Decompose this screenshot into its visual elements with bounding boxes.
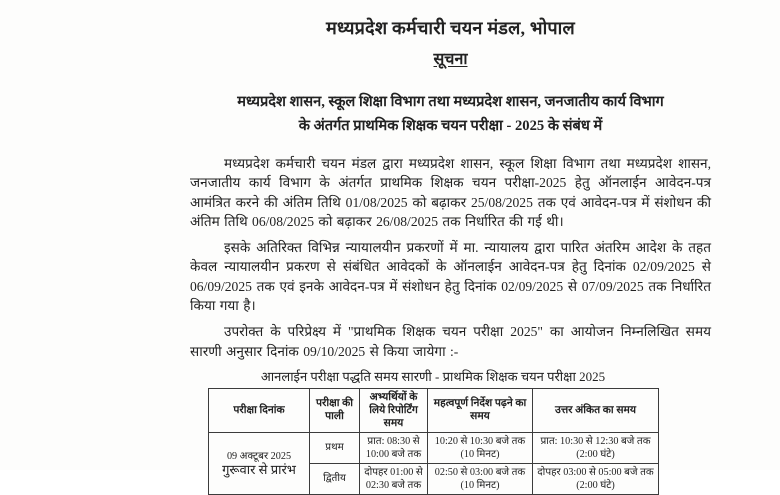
schedule-table-caption: आनलाईन परीक्षा पद्धति समय सारणी - प्राथमिक शिक्षक चयन परीक्षा 2025 bbox=[260, 368, 606, 384]
cell-shift2-instructions: 02:50 से 03:00 बजे तक (10 मिनट) bbox=[428, 463, 533, 494]
paragraph-court-cases: इसके अतिरिक्त विभिन्न न्यायालयीन प्रकरणों में मा. न्यायालय द्वारा पारित अंतरिम आदेश के तहत केवल न्यायालयीन प्रकरण से संबंधित आवेदकों के ऑनलाईन आवेदन-पत्र हेतु दिनांक 02/09/2025 से 06/09/2025 तक एवं इनके आवेदन-पत्र में संशोधन हेतु दिनांक 02/09/2025 से 07/09/2025 तक निर्धारित किया गया है। bbox=[190, 240, 711, 314]
cell-shift2-name: द्वितीय bbox=[310, 463, 360, 494]
paragraph-exam-announcement: उपरोक्त के परिप्रेक्ष्य में "प्राथमिक शिक्षक चयन परीक्षा 2025" का आयोजन निम्नलिखित समय सारणी अनुसार दिनांक 09/10/2025 से किया जायेगा :- bbox=[190, 324, 711, 359]
cell-shift2-reporting: दोपहर 01:00 से 02:30 बजे तक bbox=[360, 463, 428, 494]
organization-title: मध्यप्रदेश कर्मचारी चयन मंडल, भोपाल bbox=[326, 18, 575, 38]
table-row-shift1 bbox=[209, 432, 659, 463]
subject-heading bbox=[190, 90, 711, 138]
exam-date-line1: 09 अक्टूबर 2025 bbox=[226, 451, 292, 463]
notice-label-row bbox=[190, 47, 711, 69]
exam-date-line2: गुरूवार से प्रारंभ bbox=[222, 462, 296, 478]
cell-shift1-reporting: प्रात: 08:30 से 10:00 बजे तक bbox=[360, 432, 428, 463]
notice-content bbox=[190, 16, 711, 495]
cell-shift1-name: प्रथम bbox=[310, 432, 360, 463]
header-exam-shift: परीक्षा की पाली bbox=[310, 388, 360, 432]
header-instructions-time: महत्वपूर्ण निर्देश पढ़ने का समय bbox=[428, 388, 533, 432]
header-answering-time: उत्तर अंकित का समय bbox=[533, 388, 659, 432]
subject-heading-line1: मध्यप्रदेश शासन, स्कूल शिक्षा विभाग तथा मध्यप्रदेश शासन, जनजातीय कार्य विभाग bbox=[237, 94, 664, 110]
cell-shift2-answering: दोपहर 03:00 से 05:00 बजे तक (2:00 घंटे) bbox=[533, 463, 659, 494]
exam-schedule-table bbox=[208, 388, 659, 495]
table-header-row bbox=[209, 388, 659, 432]
cell-shift1-answering: प्रात: 10:30 से 12:30 बजे तक (2:00 घंटे) bbox=[533, 432, 659, 463]
header-exam-date: परीक्षा दिनांक bbox=[209, 388, 310, 432]
header-reporting-time: अभ्यर्थियों के लिये रिपोर्टिंग समय bbox=[360, 388, 428, 432]
cell-exam-date bbox=[209, 432, 310, 494]
notice-label: सूचना bbox=[433, 51, 468, 68]
cell-shift1-instructions: 10:20 से 10:30 बजे तक (10 मिनट) bbox=[428, 432, 533, 463]
paragraph-application-dates: मध्यप्रदेश कर्मचारी चयन मंडल द्वारा मध्यप्रदेश शासन, स्कूल शिक्षा विभाग तथा मध्यप्रदेश शासन, जनजातीय कार्य विभाग के अंतर्गत प्राथमिक शिक्षक चयन परीक्षा-2025 हेतु ऑनलाईन आवेदन-पत्र आमंत्रित करने की अंतिम तिथि 01/08/2025 को बढ़ाकर 25/08/2025 तक एवं आवेदन-पत्र में संशोधन की अंतिम तिथि 06/08/2025 को बढ़ाकर 26/08/2025 तक निर्धारित की गई थी। bbox=[190, 156, 711, 229]
subject-heading-line2: के अंतर्गत प्राथमिक शिक्षक चयन परीक्षा - 2025 के संबंध में bbox=[298, 118, 603, 134]
notice-body bbox=[190, 154, 711, 361]
